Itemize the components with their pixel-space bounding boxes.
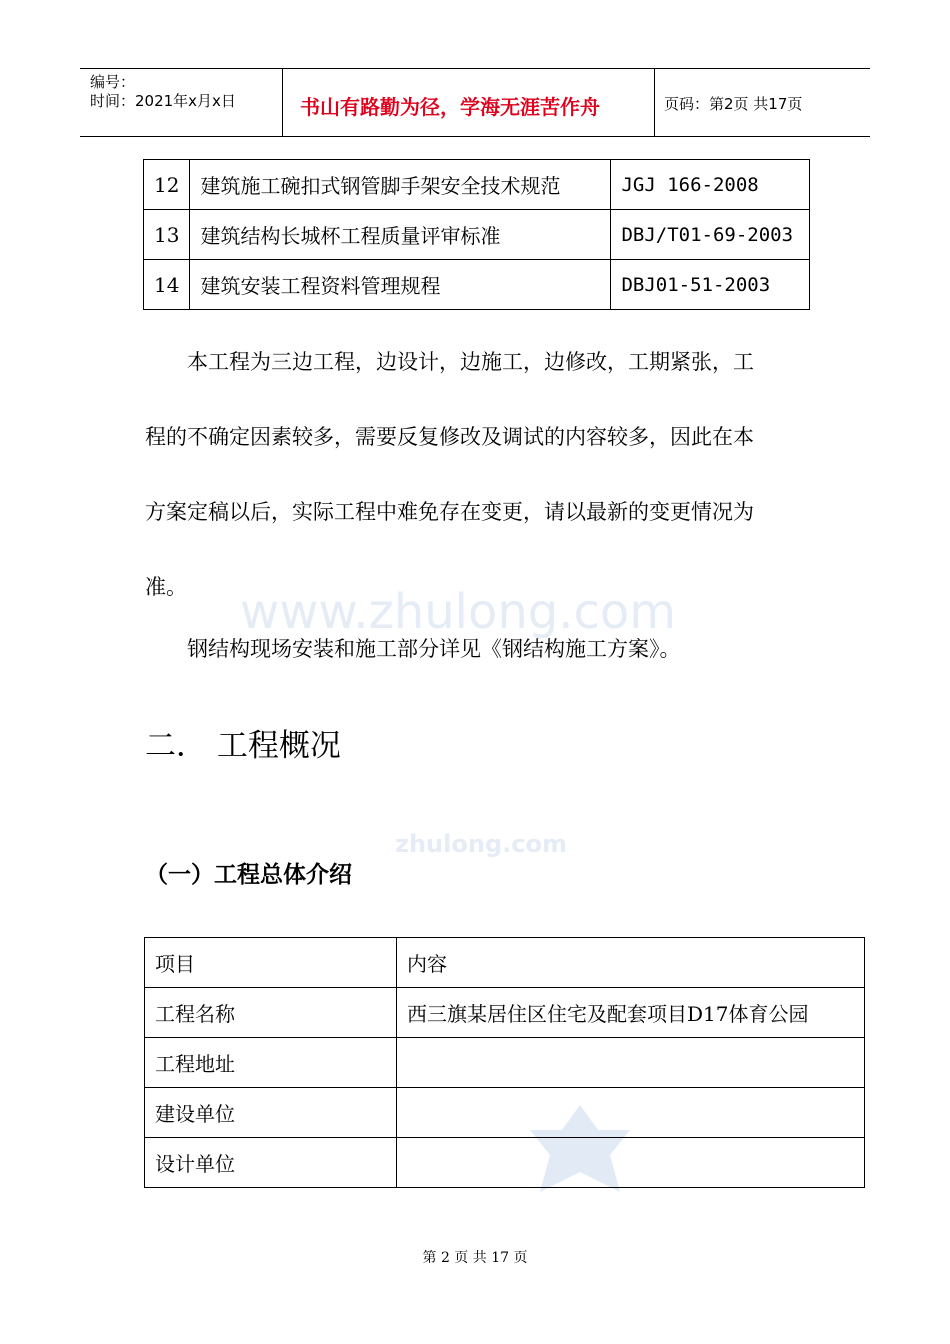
page-info: 页码：第2页 共17页 bbox=[664, 95, 803, 113]
header-motto: 书山有路勤为径，学海无涯苦作舟 bbox=[300, 95, 600, 119]
table-row bbox=[145, 1138, 865, 1188]
column-header-content: 内容 bbox=[397, 938, 865, 988]
header-divider bbox=[654, 68, 655, 136]
table-row bbox=[144, 260, 810, 310]
header-bottom-rule bbox=[80, 136, 870, 137]
date-label: 时间：2021年x月x日 bbox=[90, 92, 236, 110]
section-title: 二． 工程概况 bbox=[145, 728, 341, 764]
paragraph-line: 程的不确定因素较多，需要反复修改及调试的内容较多，因此在本 bbox=[145, 425, 754, 449]
column-header-item: 项目 bbox=[145, 938, 397, 988]
standard-code: DBJ01-51-2003 bbox=[611, 260, 810, 310]
project-overview-table bbox=[144, 937, 865, 1188]
row-number: 13 bbox=[144, 210, 190, 260]
content-cell bbox=[397, 1038, 865, 1088]
paragraph-line: 本工程为三边工程，边设计，边施工，边修改，工期紧张，工 bbox=[187, 350, 754, 374]
standard-name: 建筑结构长城杯工程质量评审标准 bbox=[190, 210, 611, 260]
table-row bbox=[144, 210, 810, 260]
steel-structure-note: 钢结构现场安装和施工部分详见《钢结构施工方案》。 bbox=[187, 637, 681, 661]
paragraph-line: 方案定稿以后，实际工程中难免存在变更，请以最新的变更情况为 bbox=[145, 500, 754, 524]
row-number: 12 bbox=[144, 160, 190, 210]
content-cell bbox=[397, 1138, 865, 1188]
table-row bbox=[145, 988, 865, 1038]
reference-standards-table bbox=[143, 159, 810, 310]
standard-code: DBJ/T01-69-2003 bbox=[611, 210, 810, 260]
content-cell: 西三旗某居住区住宅及配套项目D17体育公园 bbox=[397, 988, 865, 1038]
doc-number-label: 编号： bbox=[90, 73, 136, 91]
standard-code: JGJ 166-2008 bbox=[611, 160, 810, 210]
item-cell: 建设单位 bbox=[145, 1088, 397, 1138]
item-cell: 工程名称 bbox=[145, 988, 397, 1038]
item-cell: 设计单位 bbox=[145, 1138, 397, 1188]
table-row bbox=[145, 1088, 865, 1138]
standard-name: 建筑安装工程资料管理规程 bbox=[190, 260, 611, 310]
intro-paragraph bbox=[145, 325, 810, 625]
content-cell bbox=[397, 1088, 865, 1138]
row-number: 14 bbox=[144, 260, 190, 310]
watermark-text: zhulong.com bbox=[395, 830, 567, 858]
item-cell: 工程地址 bbox=[145, 1038, 397, 1088]
table-row bbox=[145, 1038, 865, 1088]
header-top-rule bbox=[80, 68, 870, 69]
table-row bbox=[144, 160, 810, 210]
standard-name: 建筑施工碗扣式钢管脚手架安全技术规范 bbox=[190, 160, 611, 210]
watermark-text: www.zhulong.com bbox=[240, 584, 677, 640]
table-header-row bbox=[145, 938, 865, 988]
header-divider bbox=[282, 68, 283, 136]
paragraph-line: 准。 bbox=[145, 575, 187, 599]
page-footer: 第 2 页 共 17 页 bbox=[422, 1250, 528, 1266]
subsection-title: （一）工程总体介绍 bbox=[145, 862, 352, 888]
